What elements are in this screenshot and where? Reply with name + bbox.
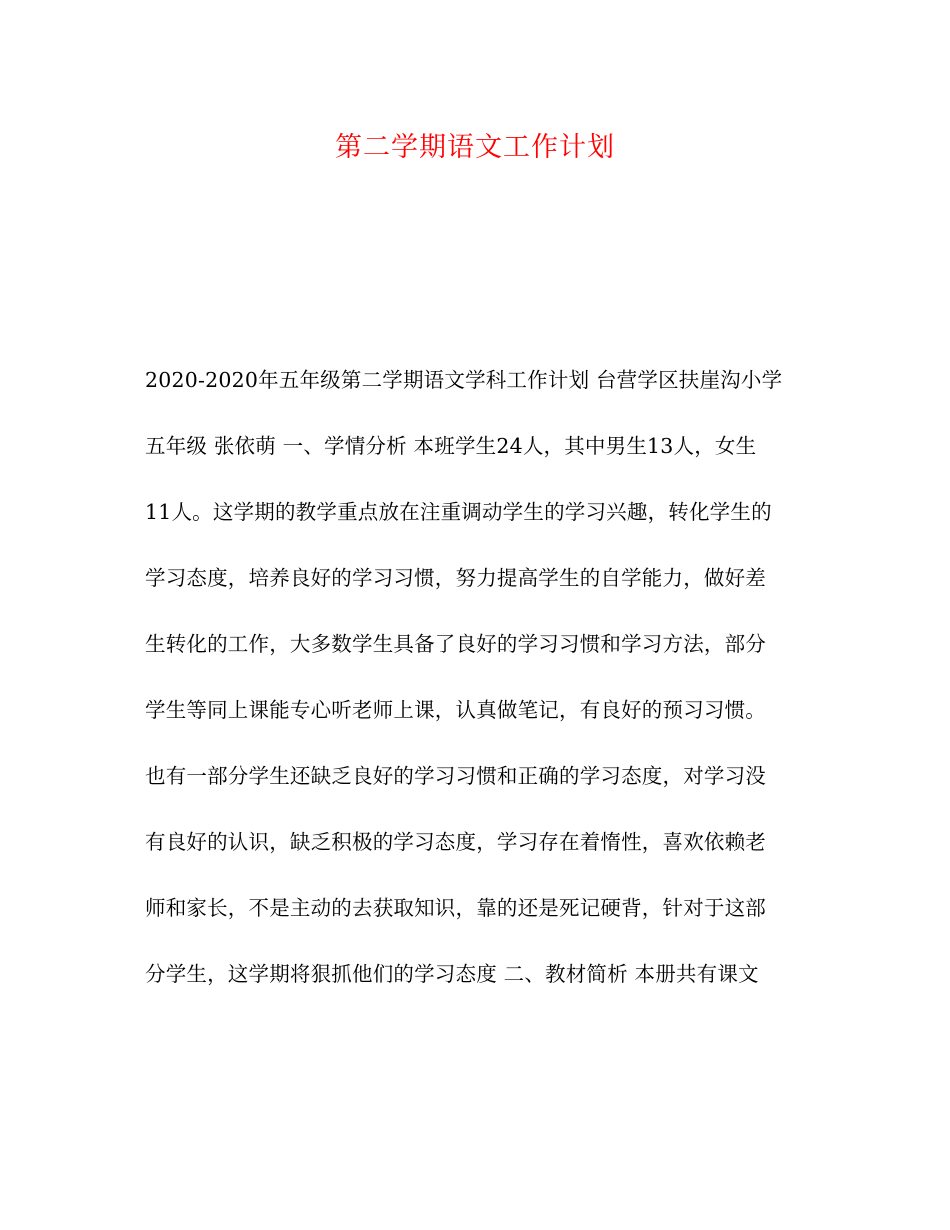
body-line: 师和家长，不是主动的去获取知识，靠的还是死记硬背，针对于这部 <box>145 896 766 920</box>
body-line: 也有一部分学生还缺乏良好的学习习惯和正确的学习态度，对学习没 <box>145 764 766 788</box>
body-line: 11人。这学期的教学重点放在注重调动学生的学习兴趣，转化学生的 <box>145 500 772 524</box>
body-line: 学习态度，培养良好的学习习惯，努力提高学生的自学能力，做好差 <box>145 566 766 590</box>
body-line: 有良好的认识，缺乏积极的学习态度，学习存在着惰性，喜欢依赖老 <box>145 830 766 854</box>
body-line: 学生等同上课能专心听老师上课，认真做笔记，有良好的预习习惯。 <box>145 698 766 722</box>
body-line: 五年级 张依萌 一、学情分析 本班学生24人，其中男生13人，女生 <box>145 434 757 458</box>
body-line: 生转化的工作，大多数学生具备了良好的学习习惯和学习方法，部分 <box>145 632 766 656</box>
document-body <box>145 362 815 1022</box>
document-title: 第二学期语文工作计划 <box>335 132 615 163</box>
body-line: 2020-2020年五年级第二学期语文学科工作计划 台营学区扶崖沟小学 <box>145 368 783 392</box>
body-line: 分学生，这学期将狠抓他们的学习态度 二、教材简析 本册共有课文 <box>145 962 759 986</box>
